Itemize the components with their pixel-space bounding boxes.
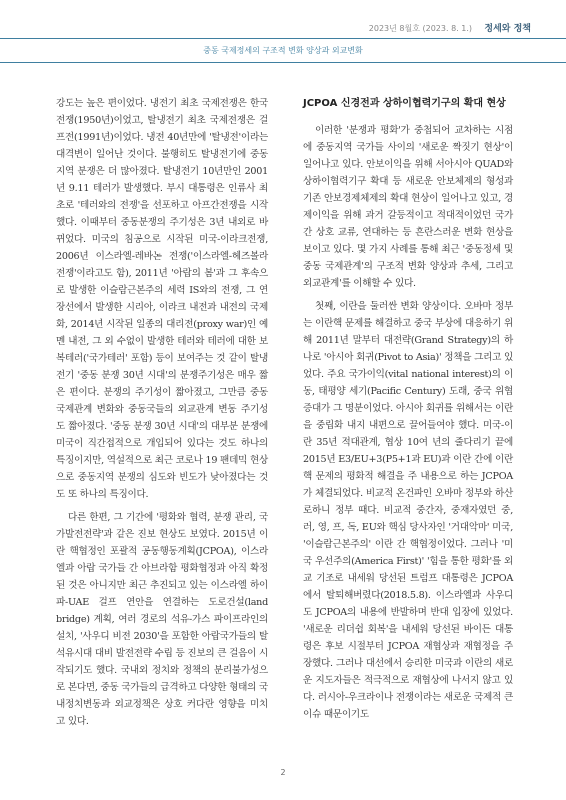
left-paragraph-2: 다른 한편, 그 기간에 '평화와 협력, 분쟁 관리, 국가발전전략'과 같은 진보 현상도 보였다. 2015년 이란 핵협정인 포괄적 공동행동계획(JCPOA), 이스라엘과 아랍 국가들 간 아브라함 평화협정과 아직 확정된 것은 아니지만 최근 추진되고 있는 이스라엘 하이파-UAE 걸프 연안을 연결하는 도로건설(land bridge) 계획, 여러 경로의 석유-가스 파이프라인의 설치, '사우디 비전 2030'을 포함한 아랍국가들의 탈석유시대 대비 발전전략 수립 등 진보의 큰 걸음이 시작되기도 했다. 국내외 정치와 정책의 분리불가성으로 본다면, 중동 국가들의 급격하고 다양한 형태의 국내정치변동과 외교정책은 상호 커다란 영향을 미치고 있다. [56,512,268,727]
right-paragraph-2: 첫째, 이란을 둘러싼 변화 양상이다. 오바마 정부는 이란핵 문제를 해결하고 중국 부상에 대응하기 위해 2011년 말부터 대전략(Grand Strategy)의 하나로 '아시아 회귀(Pivot to Asia)' 정책을 그리고 있었다. 주요 국가이익(vital national interest)의 이동, 태평양 세기(Pacific Century) 도래, 중국 위협 증대가 그 명분이었다. 아시아 회귀를 위해서는 이란을 중립화 내지 내편으로 끌어들여야 했다. 미국-이란 35년 적대관계, 협상 10여 년의 줄다리기 끝에 2015년 E3/EU+3(P5+1과 EU)과 이란 간에 이란핵 문제의 평화적 해결을 주 내용으로 하는 JCPOA가 체결되었다. 비교적 온건파인 오바마 정부와 하산 로하니 정부 때다. 비교적 중간자, 중재자였던 중, 러, 영, 프, 독, EU와 핵심 당사자인 '거대악마' 미국, '이슬람근본주의' 이란 간 핵협정이었다. 그러나 '미국 우선주의(America First)' '힘을 통한 평화'를 외교 기조로 내세워 당선된 트럼프 대통령은 JCPOA에서 탈퇴해버렸다(2018.5.8). 이스라엘과 사우디도 JCPOA의 내용에 반발하며 반대 입장에 있었다. '새로운 리더쉽 회복'을 내세워 당선된 바이든 대통령은 후보 시절부터 JCPOA 재협상과 재협정을 주장했다. 그러나 대선에서 승리한 미국과 이란의 새로운 지도자들은 적극적으로 재협상에 나서지 않고 있다. 러시아-우크라이나 전쟁이라는 새로운 국제적 큰 이슈 때문이기도 [303,301,513,720]
left-paragraph-1: 강도는 높은 편이었다. 냉전기 최초 국제전쟁은 한국전쟁(1950년)이었고, 탈냉전기 최초 국제전쟁은 걸프전(1991년)이었다. 냉전 40년만에 '탈냉전'이라는 대격변이 일어난 것이다. 불행히도 탈냉전기에 중동지역 분쟁은 더 많아졌다. 탈냉전기 10년만인 2001년 9.11 테러가 발생했다. 부시 대통령은 인류사 최초로 '테러와의 전쟁'을 선포하고 아프간전쟁을 시작했다. 이때부터 중동분쟁의 주기성은 3년 내외로 바뀌었다. 미국의 침공으로 시작된 미국-이라크전쟁, 2006년 이스라엘-레바논 전쟁('이스라엘-헤즈볼라 전쟁'이라고도 함), 2011년 '아랍의 봄'과 그 후속으로 발생한 이슬람근본주의 세력 IS와의 전쟁, 그 연장선에서 발생한 시리아, 이라크 내전과 내전의 국제화, 2014년 시작된 일종의 대리전(proxy war)인 예멘 내전, 그 외 수없이 발생한 테러와 테러에 대한 보복테러('국가테러' 포함) 등이 보여주는 것 같이 탈냉전기 '중동 분쟁 30년 시대'의 분쟁주기성은 매우 짧은 편이다. 분쟁의 주기성이 짧아졌고, 그만큼 중동 국제관계 변화와 중동국들의 외교관계 변동 주기성도 짧아졌다. '중동 분쟁 30년 시대'의 대부분 분쟁에 미국이 직간접적으로 개입되어 있다는 것도 하나의 특징이지만, 역설적으로 최근 코로나 19 팬데믹 현상으로 중동지역 분쟁의 심도와 빈도가 낮아졌다는 것도 또 하나의 특징이다. [56,98,268,500]
section-heading: JCPOA 신경전과 상하이협력기구의 확대 현상 [303,98,506,109]
header-top-rule [0,38,566,39]
running-subtitle: 중동 국제정세의 구조적 변화 양상과 외교변화 [203,46,363,55]
header-bottom-rule [0,62,566,63]
right-paragraph-1: 이러한 '분쟁과 평화'가 중첩되어 교차하는 시점에 중동지역 국가들 사이의 '새로운 짝짓기 현상'이 일어나고 있다. 안보이익을 위해 서아시아 QUAD와 상하이협력기구 확대 등 새로운 안보체제의 형성과 기존 안보경제체제의 확대 현상이 일어나고 있고, 경제이익을 위해 과거 갈등적이고 적대적이었던 국가 간 상호 교류, 연대하는 등 흔란스러운 변화 현상을 보이고 있다. 몇 가지 사례를 통해 최근 '중동정세 및 중동 국제관계'의 구조적 변화 양상과 추세, 그리고 외교관계'를 이해할 수 있다. [303,125,513,289]
publication-name: 정세와 정책 [484,24,531,34]
right-column [303,95,513,723]
left-column [56,95,268,730]
page-number: 2 [280,768,286,777]
issue-date: 2023년 8월호 (2023. 8. 1.) [368,24,472,33]
